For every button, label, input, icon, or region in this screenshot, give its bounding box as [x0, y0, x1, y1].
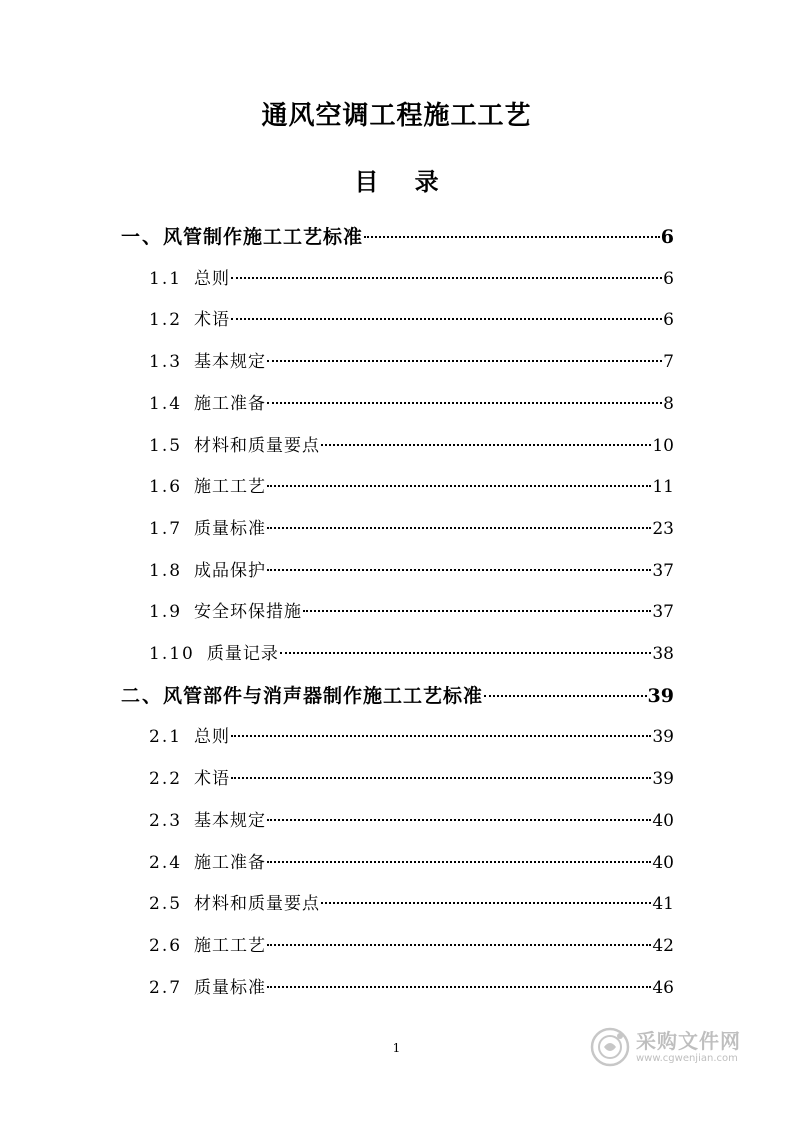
toc-entry-number: 1.4	[149, 393, 183, 414]
toc-section-entry[interactable]	[149, 722, 674, 752]
toc-entry-page: 42	[652, 935, 674, 956]
toc-entry-page: 6	[663, 310, 674, 331]
toc-entry-page: 40	[652, 810, 674, 831]
toc-entry-label: 质量标准	[194, 518, 267, 539]
toc-entry-number: 1.6	[149, 477, 183, 498]
toc-leader-dots	[321, 902, 651, 904]
toc-leader-dots	[231, 277, 662, 279]
toc-leader-dots	[231, 777, 651, 779]
toc-entry-page: 6	[660, 226, 674, 248]
toc-entry-label: 施工准备	[194, 393, 267, 414]
toc-section-entry[interactable]	[149, 806, 674, 836]
toc-leader-dots	[280, 652, 652, 654]
toc-entry-number: 2.6	[149, 935, 183, 956]
toc-section-entry[interactable]	[149, 305, 674, 335]
toc-entry-page: 41	[652, 894, 674, 915]
toc-entry-label: 术语	[194, 310, 231, 331]
toc-entry-number: 2.5	[149, 894, 183, 915]
toc-leader-dots	[484, 695, 647, 697]
toc-leader-dots	[267, 402, 662, 404]
toc-section-entry[interactable]	[149, 556, 674, 586]
toc-entry-label: 总则	[194, 727, 231, 748]
toc-section-entry[interactable]	[149, 639, 674, 669]
toc-entry-label: 基本规定	[194, 810, 267, 831]
watermark-url: www.cgwenjian.com	[636, 1053, 738, 1064]
toc-section-entry[interactable]	[149, 514, 674, 544]
toc-entry-label: 成品保护	[194, 560, 267, 581]
toc-section-entry[interactable]	[149, 431, 674, 461]
toc-entry-page: 39	[647, 684, 674, 707]
toc-leader-dots	[267, 861, 651, 863]
toc-entry-label: 风管制作施工工艺标准	[163, 226, 364, 248]
toc-entry-number: 1.7	[149, 518, 183, 539]
toc-entry-page: 39	[652, 727, 674, 748]
toc-entry-number: 2.3	[149, 810, 183, 831]
toc-entry-number: 1.1	[149, 268, 183, 289]
toc-leader-dots	[364, 236, 660, 238]
toc-section-entry[interactable]	[149, 848, 674, 878]
watermark	[590, 1022, 760, 1072]
toc-section-entry[interactable]	[149, 264, 674, 294]
toc-heading: 目 录	[354, 167, 453, 196]
toc-entry-label: 材料和质量要点	[194, 894, 321, 915]
toc-entry-page: 6	[663, 268, 674, 289]
toc-entry-number: 1.5	[149, 435, 183, 456]
toc-leader-dots	[231, 318, 662, 320]
toc-entry-number: 1.9	[149, 602, 183, 623]
toc-leader-dots	[303, 610, 651, 612]
toc-leader-dots	[231, 735, 651, 737]
toc-leader-dots	[267, 527, 651, 529]
toc-entry-page: 7	[663, 352, 674, 373]
toc-leader-dots	[321, 444, 651, 446]
toc-entry-page: 8	[663, 393, 674, 414]
toc-leader-dots	[267, 485, 651, 487]
toc-entry-label: 施工准备	[194, 852, 267, 873]
toc-entry-label: 术语	[194, 769, 231, 790]
toc-section-entry[interactable]	[149, 347, 674, 377]
toc-leader-dots	[267, 944, 651, 946]
toc-entry-label: 质量标准	[194, 977, 267, 998]
document-title: 通风空调工程施工工艺	[261, 101, 532, 131]
toc-entry-label: 风管部件与消声器制作施工工艺标准	[163, 684, 484, 707]
toc-leader-dots	[267, 360, 662, 362]
toc-entry-number: 1.3	[149, 352, 183, 373]
toc-entry-page: 39	[652, 769, 674, 790]
toc-entry-label: 施工工艺	[194, 935, 267, 956]
toc-entry-label: 材料和质量要点	[194, 435, 321, 456]
toc-entry-page: 37	[652, 560, 674, 581]
toc-chapter-entry[interactable]	[121, 222, 674, 252]
page-number: 1	[392, 1041, 401, 1055]
toc-entry-page: 23	[652, 518, 674, 539]
toc-chapter-entry[interactable]	[121, 681, 674, 711]
cgwenjian-logo-icon	[590, 1027, 630, 1067]
toc-entry-number: 二、	[121, 684, 164, 707]
watermark-name: 采购文件网	[636, 1029, 741, 1053]
toc-entry-number: 1.2	[149, 310, 183, 331]
toc-section-entry[interactable]	[149, 931, 674, 961]
toc-leader-dots	[267, 819, 651, 821]
toc-entry-label: 质量记录	[206, 644, 279, 664]
toc-entry-page: 46	[652, 977, 674, 998]
toc-entry-number: 一、	[121, 226, 164, 248]
toc-leader-dots	[267, 986, 651, 988]
toc-entry-label: 总则	[194, 268, 231, 289]
toc-section-entry[interactable]	[149, 597, 674, 627]
toc-entry-page: 10	[652, 435, 674, 456]
toc-entry-page: 37	[652, 602, 674, 623]
toc-entry-number: 2.4	[149, 852, 183, 873]
toc-section-entry[interactable]	[149, 764, 674, 794]
toc-entry-number: 1.8	[149, 560, 183, 581]
toc-entry-page: 40	[652, 852, 674, 873]
toc-entry-page: 11	[652, 477, 674, 498]
toc-entry-number: 2.2	[149, 769, 183, 790]
toc-entry-label: 基本规定	[194, 352, 267, 373]
toc-section-entry[interactable]	[149, 973, 674, 1003]
toc-leader-dots	[267, 569, 651, 571]
toc-entry-number: 2.1	[149, 727, 183, 748]
toc-entry-number: 2.7	[149, 977, 183, 998]
toc-section-entry[interactable]	[149, 889, 674, 919]
toc-entry-label: 施工工艺	[194, 477, 267, 498]
toc-entry-label: 安全环保措施	[194, 602, 303, 623]
toc-section-entry[interactable]	[149, 472, 674, 502]
toc-entry-number: 1.10	[149, 644, 195, 664]
toc-entry-page: 38	[652, 644, 674, 664]
toc-section-entry[interactable]	[149, 389, 674, 419]
